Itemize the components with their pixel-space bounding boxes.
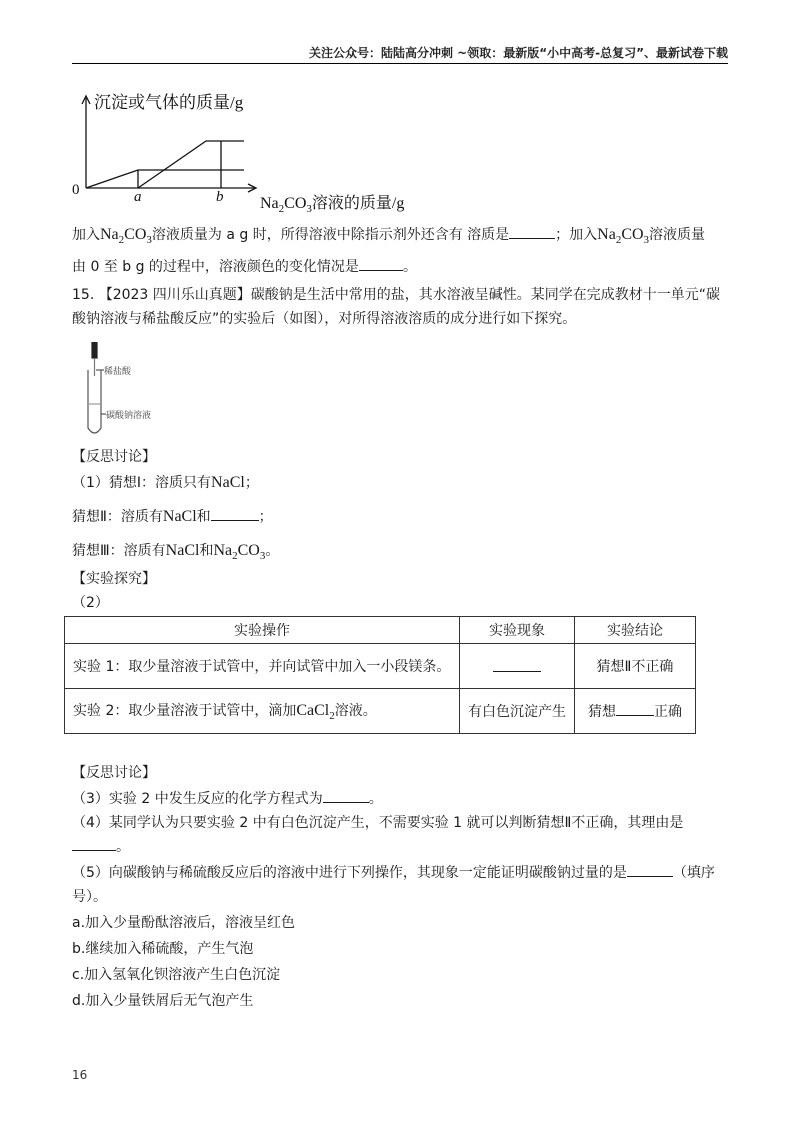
graph-origin: 0 <box>72 182 80 198</box>
section-reflection-1: 【反思讨论】 <box>72 449 156 465</box>
table-cell: 猜想 正确 <box>575 689 696 734</box>
mass-graph <box>66 86 426 216</box>
option-a: a.加入少量酚酞溶液后，溶液呈红色 <box>72 915 296 931</box>
table-cell: 有白色沉淀产生 <box>460 689 575 734</box>
q15-line2: 酸钠溶液与稀盐酸反应”的实验后（如图），对所得溶液溶质的成分进行如下探究。 <box>72 311 577 327</box>
answer-blank[interactable] <box>509 224 555 239</box>
section-experiment: 【实验探究】 <box>72 571 156 587</box>
q5-line2: 号）。 <box>72 889 107 905</box>
q5-line1: （5）向碳酸钠与稀硫酸反应后的溶液中进行下列操作，其现象一定能证明碳酸钠过量的是 （填序 <box>72 862 732 884</box>
option-d: d.加入少量铁屑后无气泡产生 <box>72 993 254 1009</box>
formula-nacl: NaCl <box>211 474 245 491</box>
guess-2: 猜想Ⅱ：溶质有NaCl和 ； <box>72 508 273 525</box>
precipitate-curve <box>138 141 244 188</box>
table-header-row <box>65 617 696 644</box>
answer-blank[interactable] <box>616 701 654 716</box>
table-row <box>65 644 696 689</box>
answer-blank[interactable] <box>211 506 259 521</box>
page-number: 16 <box>72 1068 88 1082</box>
q3: （3）实验 2 中发生反应的化学方程式为 。 <box>72 788 732 810</box>
table-cell: 猜想Ⅱ不正确 <box>575 644 696 689</box>
q4-line2: 。 <box>72 836 732 858</box>
graph-ylabel: 沉淀或气体的质量/g <box>94 93 244 112</box>
formula-na2co3: $Na_2CO_3$ <box>100 226 152 247</box>
gas-curve <box>86 170 244 188</box>
q15-line1: 15. 【2023 四川乐山真题】碳酸钠是生活中常用的盐，其水溶液呈碱性。某同学在完成教材十一单元“碳 <box>72 287 721 303</box>
q14-line1: 加入$Na_2CO_3$溶液质量为 a g 时，所得溶液中除指示剂外还含有 溶质是 ；加入$Na_2CO_3$溶液质量 <box>72 226 706 247</box>
q4-line1: （4）某同学认为只要实验 2 中有白色沉淀产生，不需要实验 1 就可以判断猜想Ⅱ不正确，其理由是 <box>72 815 684 831</box>
section-reflection-2: 【反思讨论】 <box>72 765 156 781</box>
graph-xlabel: $Na_2CO_3$溶液的质量/g <box>260 195 405 215</box>
formula-na2co3: $Na_2CO_3$ <box>213 542 266 563</box>
answer-blank[interactable] <box>627 862 673 877</box>
formula-nacl: NaCl <box>162 508 197 525</box>
formula-nacl: NaCl <box>165 542 200 559</box>
page-header: 关注公众号：陆陆高分冲刺 ~领取：最新版“小中高考-总复习”、最新试卷下载 <box>309 46 728 60</box>
table-header: 实验结论 <box>575 617 696 644</box>
label-sodium-carbonate: 碳酸钠溶液 <box>106 411 152 421</box>
q14-line2: 由 0 至 b g 的过程中，溶液颜色的变化情况是 。 <box>72 256 732 278</box>
table-cell: 实验 2：取少量溶液于试管中，滴加CaCl$_2$溶液。 <box>65 689 460 734</box>
table-cell: 实验 1：取少量溶液于试管中，并向试管中加入一小段镁条。 <box>65 644 460 689</box>
q2-label: （2） <box>72 595 109 611</box>
header-rule <box>72 63 728 64</box>
answer-blank[interactable] <box>493 657 541 672</box>
experiment-table <box>64 616 696 734</box>
formula-cacl2: CaCl$_2$ <box>296 701 335 723</box>
test-tube-figure <box>84 342 160 440</box>
option-c: c.加入氢氧化钡溶液产生白色沉淀 <box>72 967 281 983</box>
table-row <box>65 689 696 734</box>
answer-blank[interactable] <box>359 256 403 271</box>
option-b: b.继续加入稀硫酸，产生气泡 <box>72 941 254 957</box>
guess-1: （1）猜想Ⅰ：溶质只有NaCl； <box>72 474 259 491</box>
graph-tick-b: b <box>216 189 224 205</box>
answer-blank[interactable] <box>323 788 369 803</box>
table-cell <box>460 644 575 689</box>
guess-3: 猜想Ⅲ：溶质有NaCl和$Na_2CO_3$。 <box>72 542 280 563</box>
table-header: 实验操作 <box>65 617 460 644</box>
table-header: 实验现象 <box>460 617 575 644</box>
answer-blank[interactable] <box>72 836 116 851</box>
label-dilute-hcl: 稀盐酸 <box>104 367 132 377</box>
formula-na2co3: $Na_2CO_3$ <box>597 226 650 247</box>
graph-tick-a: a <box>134 189 142 205</box>
